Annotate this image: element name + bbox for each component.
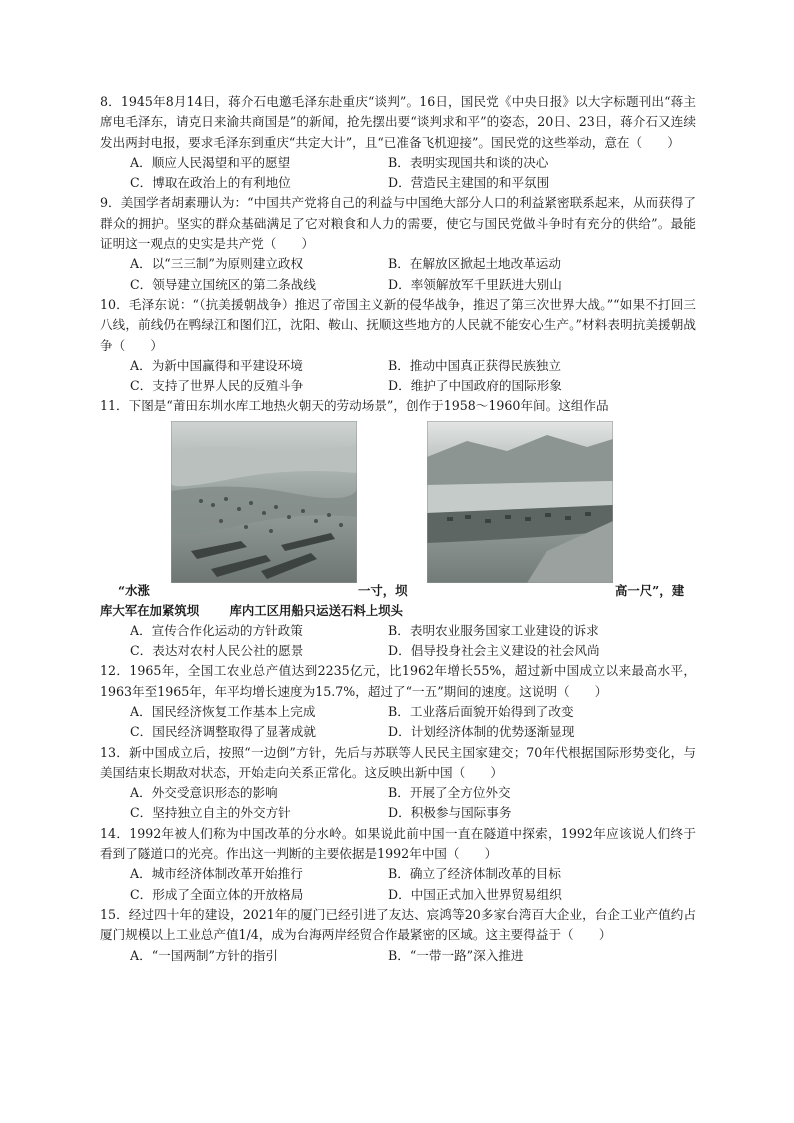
option-a[interactable]: A．国民经济恢复工作基本上完成 (130, 703, 316, 719)
option-b[interactable]: B．表明实现国共和谈的决心 (388, 154, 549, 170)
option-a[interactable]: A．外交受意识形态的影响 (130, 785, 278, 801)
option-b[interactable]: B．表明农业服务国家工业建设的诉求 (388, 622, 599, 638)
caption-left: 库大军在加紧筑坝 (100, 602, 200, 618)
option-d[interactable]: D．维护了中国政府的国际形象 (388, 378, 562, 394)
option-c[interactable]: C．领导建立国统区的第二条战线 (130, 276, 316, 292)
caption-fragment: 高一尺”，建 (615, 582, 685, 598)
question-stem: 13．新中国成立后，按照“一边倒”方针，先后与苏联等人民民主国家建交；70年代根据国际形势变化，与美国结束长期敌对状态，开始走向关系正常化。这反映出新中国（ ） (100, 744, 696, 780)
option-grid (100, 702, 696, 743)
option-b[interactable]: B．在解放区掀起土地改革运动 (388, 256, 561, 272)
caption-right: 库内工区用船只运送石料上坝头 (229, 602, 403, 618)
question-15 (100, 905, 696, 966)
option-a[interactable]: A．“一国两制”方针的指引 (130, 947, 278, 963)
option-grid (100, 153, 696, 194)
option-c[interactable]: C．形成了全面立体的开放格局 (130, 886, 304, 902)
option-c[interactable]: C．支持了世界人民的反殖斗争 (130, 378, 304, 394)
option-b[interactable]: B．推动中国真正获得民族独立 (388, 357, 561, 373)
caption-fragment: “水涨 (118, 582, 150, 598)
question-9 (100, 193, 696, 294)
option-grid (100, 621, 696, 662)
question-stem: 8．1945年8月14日，蒋介石电邀毛泽东赴重庆“谈判”。16日，国民党《中央日报》以大字标题刊出“蒋主席电毛泽东，请克日来渝共商国是”的新闻，抢先摆出要“谈判求和平”的姿态，20日、23日，蒋介石又连续发出两封电报，要求毛泽东到重庆“共定大计”，且“已准备飞机迎接”。国民党的这些举动，意在（ ） (100, 94, 696, 150)
option-a[interactable]: A．以“三三制”为原则建立政权 (130, 256, 304, 272)
option-d[interactable]: D．率领解放军千里跃进大别山 (388, 276, 562, 292)
option-b[interactable]: B．开展了全方位外交 (388, 785, 511, 801)
question-stem: 9．美国学者胡素珊认为：“中国共产党将自己的利益与中国绝大部分人口的利益紧密联系起来，从而获得了群众的拥护。坚实的群众基础满足了它对粮食和人力的需要，使它与国民党做斗争时有充分的供给”。最能证明这一观点的史实是共产党（ ） (100, 195, 696, 252)
photo-caption-line-1 (100, 581, 696, 601)
option-grid (100, 356, 696, 397)
question-stem: 12．1965年，全国工农业总产值达到2235亿元，比1962年增长55%，超过新中国成立以来最高水平，1963年至1965年，年平均增长速度为15.7%，超过了“一五”期间的速度。这说明（ ） (100, 663, 696, 699)
exam-page (100, 92, 696, 966)
option-d[interactable]: D．营造民主建国的和平氛围 (388, 175, 550, 191)
question-12 (100, 661, 696, 742)
reservoir-photo-left (171, 421, 357, 583)
option-b[interactable]: B．确立了经济体制改革的目标 (388, 866, 561, 882)
option-b[interactable]: B．“一带一路”深入推进 (388, 947, 524, 963)
question-14 (100, 824, 696, 905)
option-c[interactable]: C．表达对农村人民公社的愿景 (130, 643, 304, 659)
option-d[interactable]: D．积极参与国际事务 (388, 805, 512, 821)
option-d[interactable]: D．计划经济体制的优势逐渐显现 (388, 724, 575, 740)
question-13 (100, 743, 696, 824)
caption-fragment: 一寸，坝 (358, 582, 408, 598)
photo-caption-line-2 (100, 601, 696, 621)
question-stem: 15．经过四十年的建设，2021年的厦门已经引进了友达、宸鸿等20多家台湾百大企业，台企工业产值约占厦门规模以上工业总产值1/4，成为台海两岸经贸合作最紧密的区域。这主要得益于（ ） (100, 906, 696, 943)
option-a[interactable]: A．城市经济体制改革开始推行 (130, 866, 303, 882)
option-d[interactable]: D．中国正式加入世界贸易组织 (388, 886, 562, 902)
option-grid (100, 864, 696, 905)
photo-group (100, 421, 696, 591)
option-c[interactable]: C．博取在政治上的有利地位 (130, 175, 291, 191)
question-8 (100, 92, 696, 193)
option-c[interactable]: C．坚持独立自主的外交方针 (130, 805, 291, 821)
option-b[interactable]: B．工业落后面貌开始得到了改变 (388, 703, 574, 719)
option-grid (100, 783, 696, 824)
option-c[interactable]: C．国民经济调整取得了显著成就 (130, 724, 316, 740)
option-d[interactable]: D．倡导投身社会主义建设的社会风尚 (388, 643, 600, 659)
question-stem: 14．1992年被人们称为中国改革的分水岭。如果说此前中国一直在隧道中探索，1992年应该说人们终于看到了隧道口的光亮。作出这一判断的主要依据是1992年中国（ ） (100, 825, 696, 862)
option-grid (100, 946, 696, 966)
question-10 (100, 295, 696, 396)
option-grid (100, 254, 696, 295)
reservoir-photo-right (427, 421, 613, 583)
question-11 (100, 396, 696, 661)
question-stem: 11．下图是“莆田东圳水库工地热火朝天的劳动场景”，创作于1958～1960年间。这组作品 (100, 398, 609, 414)
question-stem: 10．毛泽东说：“（抗美援朝战争）推迟了帝国主义新的侵华战争，推迟了第三次世界大战。”“如果不打回三八线，前线仍在鸭绿江和图们江，沈阳、鞍山、抚顺这些地方的人民就不能安心生产。”材料表明抗美援朝战争（ ） (100, 296, 696, 353)
option-a[interactable]: A．宣传合作化运动的方针政策 (130, 622, 303, 638)
option-a[interactable]: A．顺应人民渴望和平的愿望 (130, 154, 291, 170)
option-a[interactable]: A．为新中国赢得和平建设环境 (130, 357, 303, 373)
